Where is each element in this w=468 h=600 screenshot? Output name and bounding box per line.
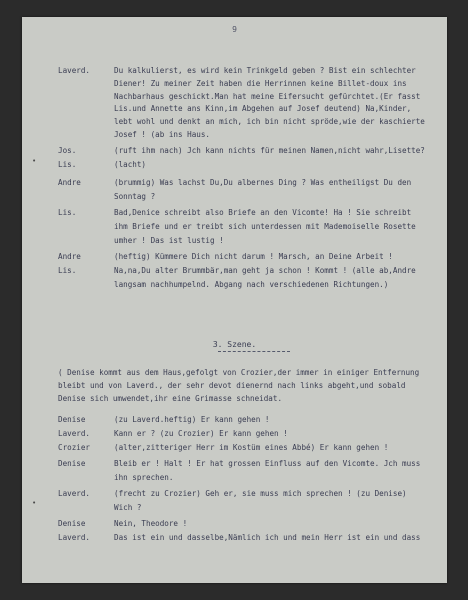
speaker-name: Laverd. <box>58 66 91 75</box>
dialogue-text: langsam nachhumpelnd. Abgang nach verschiedenen Richtungen.) <box>114 280 389 289</box>
page-number: 9 <box>232 25 237 34</box>
speaker-name: Crozier <box>58 443 91 452</box>
dialogue-text: (ruft ihm nach) Jch kann nichts für meinen Namen,nicht wahr,Lisette? <box>114 146 425 155</box>
speaker-name: Lis. <box>58 160 77 169</box>
dialogue-text: umher ! Das ist lustig ! <box>114 236 224 245</box>
punch-mark: • <box>32 499 37 507</box>
dialogue-text: Diener! Zu meiner Zeit haben die Herrinnen keine Billet-doux ins <box>114 79 407 88</box>
speaker-name: Jos. <box>58 146 77 155</box>
speaker-name: Laverd. <box>58 533 91 542</box>
speaker-name: Laverd. <box>58 429 91 438</box>
scene-heading: 3. Szene. <box>212 340 257 349</box>
speaker-name: Laverd. <box>58 489 91 498</box>
dialogue-text: Na,na,Du alter Brummbär,man geht ja schon ! Kommt ! (alle ab,Andre <box>114 266 416 275</box>
dialogue-text: ihm Briefe und er treibt sich unterdessen mit Mademoiselle Rosette <box>114 222 416 231</box>
dialogue-text: (lacht) <box>114 160 147 169</box>
dialogue-text: (heftig) Kümmere Dich nicht darum ! Marsch, an Deine Arbeit ! <box>114 252 393 261</box>
dialogue-text: (alter,zitteriger Herr im Kostüm eines Abbé) Er kann gehen ! <box>114 443 389 452</box>
dialogue-text: Du kalkulierst, es wird kein Trinkgeld geben ? Bist ein schlechter <box>114 66 416 75</box>
dialogue-text: Wich ? <box>114 503 142 512</box>
speaker-name: Denise <box>58 415 86 424</box>
dialogue-text: Das ist ein und dasselbe,Nämlich ich und mein Herr ist ein und dass <box>114 533 421 542</box>
stage-direction-text: ( Denise kommt aus dem Haus,gefolgt von Crozier,der immer in einiger Entfernung <box>58 368 420 377</box>
dialogue-text: Nachbarhaus geschickt.Man hat meine Eifersucht gefürchtet.(Er fasst <box>114 92 421 101</box>
dialogue-text: ihn sprechen. <box>114 473 174 482</box>
scene-heading-underline <box>218 351 290 352</box>
document-page <box>22 17 447 583</box>
punch-mark: • <box>32 157 37 165</box>
speaker-name: Denise <box>58 519 86 528</box>
dialogue-text: Josef ! (ab ins Haus. <box>114 130 211 139</box>
dialogue-text: (frecht zu Crozier) Geh er, sie muss mich sprechen ! (zu Denise) <box>114 489 407 498</box>
dialogue-text: Bleib er ! Halt ! Er hat grossen Einfluss auf den Vicomte. Jch muss <box>114 459 421 468</box>
dialogue-text: lebt wohl und denkt an mich, ich bin nicht spröde,wie der kaschierte <box>114 117 425 126</box>
speaker-name: Lis. <box>58 208 77 217</box>
dialogue-text: (zu Laverd.heftig) Er kann gehen ! <box>114 415 270 424</box>
speaker-name: Denise <box>58 459 86 468</box>
dialogue-text: Kann er ? (zu Crozier) Er kann gehen ! <box>114 429 288 438</box>
dialogue-text: (brummig) Was lachst Du,Du albernes Ding ? Was entheiligst Du den <box>114 178 412 187</box>
stage-direction-text: bleibt und von Laverd., der sehr devot dienernd nach links abgeht,und sobald <box>58 381 406 390</box>
speaker-name: Andre <box>58 178 81 187</box>
dialogue-text: Nein, Theodore ! <box>114 519 188 528</box>
stage-direction-text: Denise sich umwendet,ihr eine Grimasse schneidat. <box>58 394 283 403</box>
speaker-name: Lis. <box>58 266 77 275</box>
dialogue-text: Sonntag ? <box>114 192 156 201</box>
dialogue-text: Lis.und Annette ans Kinn,im Abgehen auf Josef deutend) Na,Kinder, <box>114 104 412 113</box>
speaker-name: Andre <box>58 252 81 261</box>
dialogue-text: Bad,Denice schreibt also Briefe an den Vicomte! Ha ! Sie schreibt <box>114 208 412 217</box>
